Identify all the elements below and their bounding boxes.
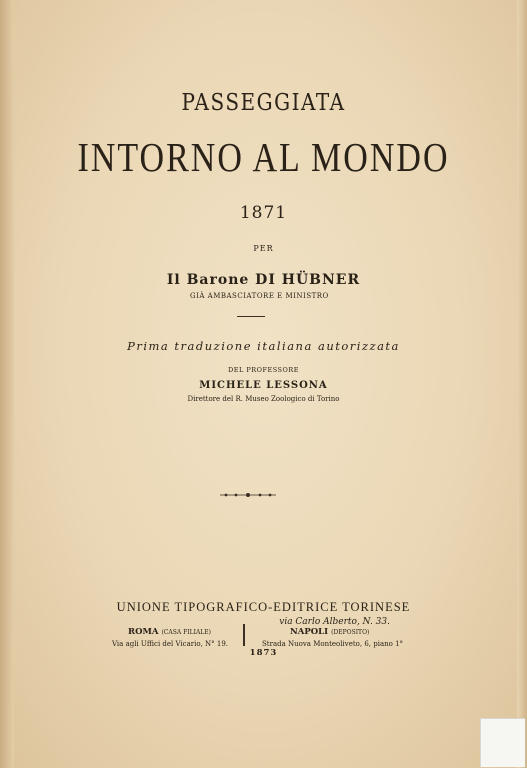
per-label: PER [253, 244, 274, 253]
del-professore-label: DEL PROFESSORE [228, 366, 299, 374]
translation-line: Prima traduzione italiana autorizzata [127, 339, 400, 353]
roma-branch [128, 627, 211, 637]
napoli-address: Strada Nuova Monteoliveto, 6, piano 1° [262, 640, 404, 648]
napoli-label: NAPOLI [290, 627, 329, 637]
author-name: Il Barone DI HÜBNER [166, 272, 361, 288]
publication-year: 1873 [249, 648, 278, 658]
translator-role: Direttore del R. Museo Zoologico di Torino [187, 395, 340, 403]
ornament-icon [220, 490, 276, 500]
roma-note: (CASA FILIALE) [161, 629, 211, 636]
translator-name: MICHELE LESSONA [199, 380, 328, 391]
library-sticker [480, 718, 525, 767]
title-line-2: INTORNO AL MONDO [77, 136, 450, 181]
napoli-branch [290, 627, 369, 637]
divider-rule [237, 316, 265, 317]
publisher-name: UNIONE TIPOGRAFICO-EDITRICE TORINESE [116, 600, 411, 614]
title-year: 1871 [239, 203, 288, 223]
branch-divider [243, 624, 245, 646]
title-line-1: PASSEGGIATA [181, 88, 346, 116]
napoli-note: (DEPOSITO) [331, 629, 370, 636]
author-role: GIÀ AMBASCIATORE E MINISTRO [190, 292, 329, 300]
roma-address: Via agli Uffici del Vicario, N° 19. [112, 640, 229, 648]
publisher-address: via Carlo Alberto, N. 33. [279, 617, 390, 627]
roma-label: ROMA [128, 627, 159, 637]
